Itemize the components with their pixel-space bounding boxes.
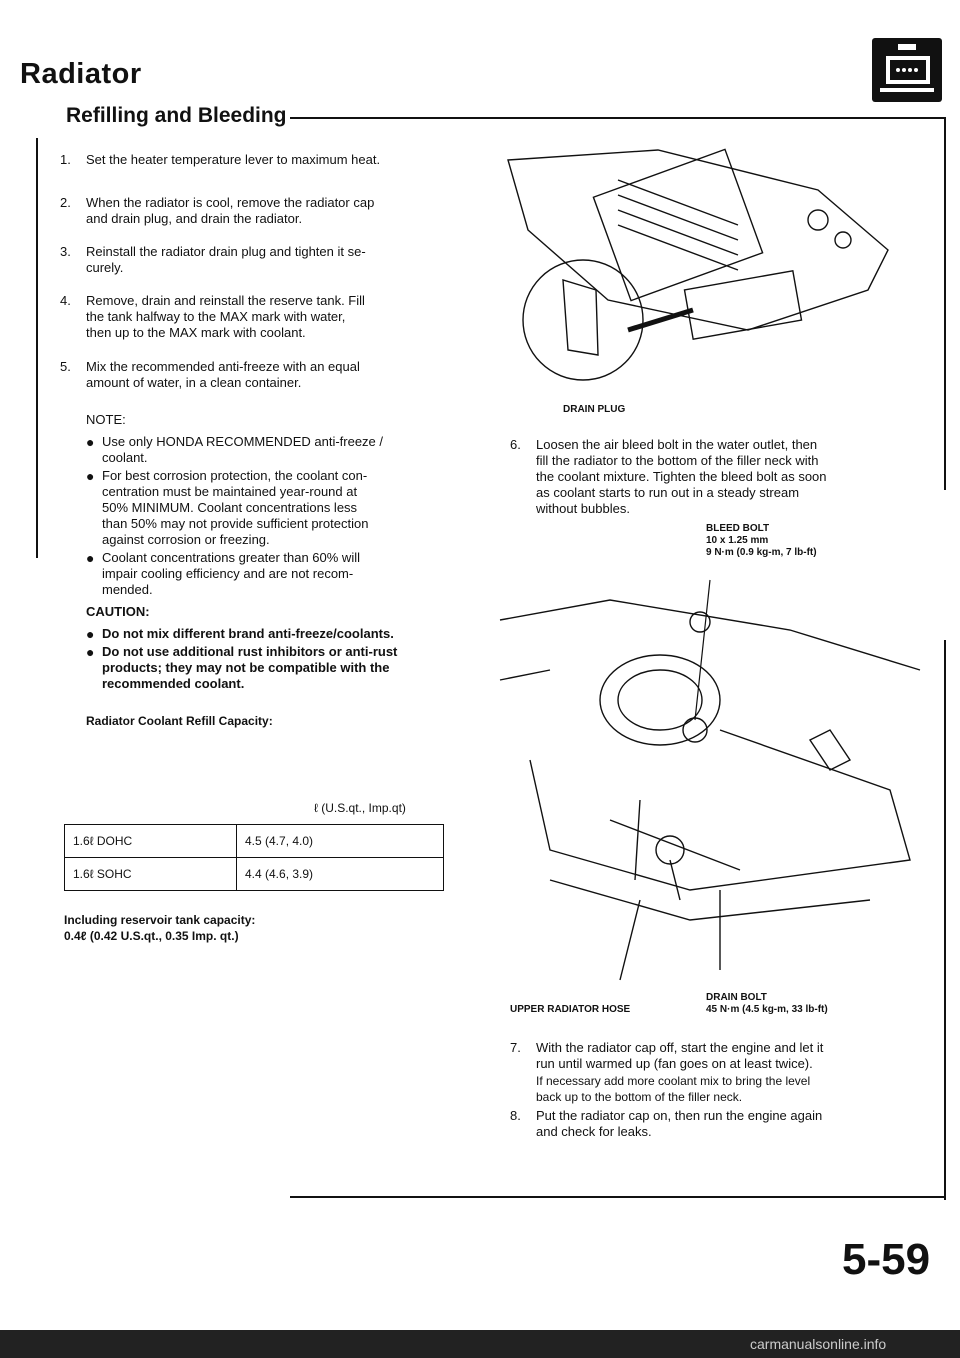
capacity-unit: ℓ (U.S.qt., Imp.qt) (314, 801, 406, 815)
table-row (65, 858, 444, 891)
frame-line-left (36, 138, 38, 558)
capacity-cell: 4.5 (4.7, 4.0) (237, 825, 444, 858)
capacity-footnote-line-1: Including reservoir tank capacity: (64, 913, 256, 927)
subtitle-rule (290, 117, 946, 119)
section-subtitle: Refilling and Bleeding (66, 104, 287, 127)
drain-plug-label: DRAIN PLUG (563, 404, 626, 415)
page-title: Radiator (20, 58, 142, 90)
upper-hose-label: UPPER RADIATOR HOSE (510, 1004, 631, 1015)
table-row (65, 825, 444, 858)
page-number: 5-59 (842, 1235, 931, 1284)
bullet-icon: ● (86, 468, 95, 484)
caution-heading: CAUTION: (86, 604, 150, 619)
bullet-icon: ● (86, 644, 95, 660)
water-outlet-figure (490, 560, 930, 1000)
bullet-icon: ● (86, 434, 95, 450)
capacity-cell: 4.4 (4.6, 3.9) (237, 858, 444, 891)
frame-line-right (944, 118, 946, 490)
frame-line-bottom-visible (290, 1196, 944, 1198)
frame-line-right-lower (944, 640, 946, 1200)
footer-site-link[interactable]: carmanualsonline.info (750, 1336, 887, 1352)
bullet-icon: ● (86, 550, 95, 566)
note-heading: NOTE: (86, 412, 126, 427)
bullet-icon: ● (86, 626, 95, 642)
engine-cell: 1.6ℓ DOHC (65, 825, 237, 858)
engine-cell: 1.6ℓ SOHC (65, 858, 237, 891)
capacity-table (64, 824, 444, 891)
cooling-system-logo-icon (872, 38, 942, 102)
bleed-bolt-label: BLEED BOLT 10 x 1.25 mm 9 N·m (0.9 kg-m, 7 lb-ft) (706, 523, 817, 558)
capacity-heading: Radiator Coolant Refill Capacity: (86, 714, 273, 728)
radiator-drain-figure (488, 130, 908, 390)
capacity-footnote-line-2: 0.4ℓ (0.42 U.S.qt., 0.35 Imp. qt.) (64, 929, 239, 943)
drain-bolt-label: DRAIN BOLT 45 N·m (4.5 kg-m, 33 lb-ft) (706, 992, 828, 1015)
